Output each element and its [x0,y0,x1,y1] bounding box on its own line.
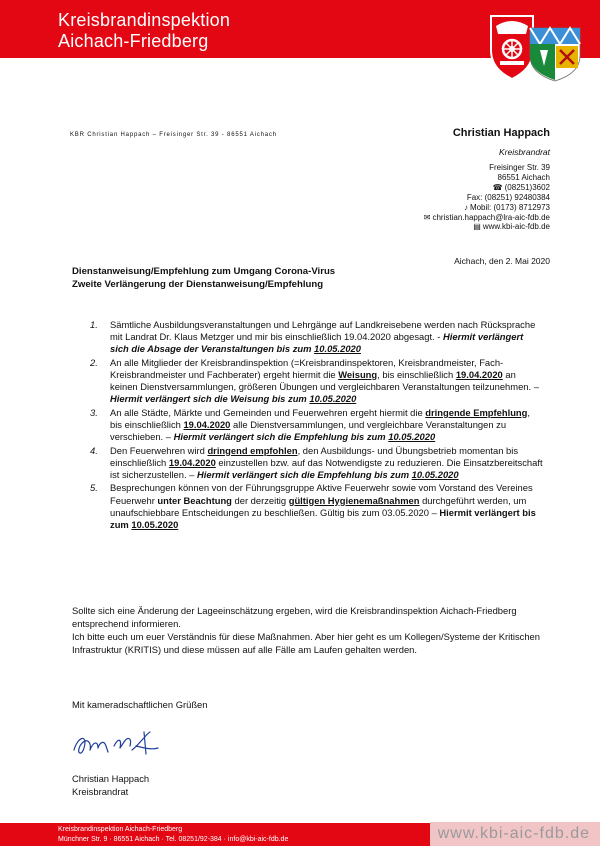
sender-name: Christian Happach [452,127,550,139]
mobile-icon: ♪ [463,202,468,212]
sender-role: Kreisbrandrat [498,147,550,157]
letterhead-subtitle: Aichach-Friedberg [58,31,209,51]
phone-icon: ☎ [492,182,503,192]
contact-phone: (08251)3602 [504,182,550,192]
signature-image [70,728,160,758]
list-item: 1. Sämtliche Ausbildungsveranstaltungen und Lehrgänge auf Landkreisebene werden nach Rücksprache mit Landrat Dr. Klaus Metzger und mir bis einschließlich 19.04.2020 abgesagt. - Hiermit verlängert sich die Absage der Veranstaltungen bis zum 10.05.2020 [90,319,536,355]
footer-address: Münchner Str. 9 · 86551 Aichach · Tel. 08251/92-384 · info@kbi-aic-fdb.de [58,836,289,843]
contact-web-row [424,222,550,232]
fire-brigade-crest-icon [491,16,533,79]
footer-website-box [430,822,600,846]
list-item: 3. An alle Städte, Märkte und Gemeinden und Feuerwehren ergeht hiermit die dringende Empfehlung, bis einschließlich 19.04.2020 alle Dienstversammlungen, und vergleichbare Veranstaltungen zu verschieben. – Hiermit verlängert sich die Empfehlung bis zum 10.05.2020 [90,406,530,443]
contact-block [424,163,550,232]
footer-organisation: Kreisbrandinspektion Aichach-Friedberg [58,826,183,833]
contact-city: 86551 Aichach [497,172,550,182]
footer-website[interactable]: www.kbi-aic-fdb.de [437,825,590,842]
measures-list [72,319,544,532]
district-crest-icon [530,28,580,81]
contact-street: Freisinger Str. 39 [489,163,550,172]
letter-subject [72,266,335,291]
contact-email[interactable]: christian.happach@lra-aic-fdb.de [432,212,550,222]
subject-line-1: Dienstanweisung/Empfehlung zum Umgang Corona-Virus [72,266,336,277]
printer-icon: ▤ [473,222,481,232]
letter-date: Aichach, den 2. Mai 2020 [454,256,550,266]
contact-email-row [424,213,550,223]
closing-greeting: Mit kameradschaftlichen Grüßen [72,699,208,710]
envelope-icon: ✉ [423,212,431,222]
list-item: 4. Den Feuerwehren wird dringend empfohlen, den Ausbildungs- und Übungsbetrieb momentan bis einschließlich 19.04.2020 einzustellen bzw. auf das Notwendigste zu reduzieren. Die Einsatzbereitschaft ist sicherzustellen. – Hiermit verlängert sich die Empfehlung bis zum 10.05.2020 [90,444,543,480]
sender-return-address: KBR Christian Happach – Freisinger Str. 39 - 86551 Aichach [70,132,277,138]
contact-mobile: Mobil: (0173) 8712973 [469,202,550,212]
contact-phone-row [424,183,550,193]
signatory-role: Kreisbrandrat [72,786,129,797]
contact-mobile-row [424,203,550,213]
list-item: 2. An alle Mitglieder der Kreisbrandinspektion (=Kreisbrandinspektoren, Kreisbrandmeister, Fach-Kreisbrandmeister und Fachberater) ergeht hiermit die Weisung, bis einschließlich 19.04.2020 an keinen Dienstversammlungen, größeren Übungen und vergleichbaren Veranstaltungen teilzunehmen. – Hiermit verlängert sich die Weisung bis zum 10.05.2020 [90,356,539,405]
subject-line-2: Zweite Verlängerung der Dienstanweisung/Empfehlung [72,278,324,290]
list-item: 5. Besprechungen können von der Führungsgruppe Aktive Feuerwehr sowie vom Vorstand des Vereines Feuerwehr unter Beachtung der derzeitig gültigen Hygienemaßnahmen durchgeführt werden, um unaufschiebbare Entscheidungen zu beschließen. Gültig bis zum 03.05.2020 – Hiermit verlängert bis zum 10.05.2020 [90,482,536,530]
coat-of-arms-logo [488,6,584,82]
closing-paragraph-1: Sollte sich eine Änderung der Lageeinschätzung ergeben, wird die Kreisbrandinspektion Aichach-Friedberg entsprechend informieren. [72,605,517,629]
letterhead-title: Kreisbrandinspektion [58,10,231,30]
closing-paragraph-2: Ich bitte euch um euer Verständnis für diese Maßnahmen. Aber hier geht es um Kollegen/Systeme der Kritischen Infrastruktur (KRITIS) und diese müssen auf alle Fälle am Laufen gehalten werden. [72,631,540,655]
signatory-name: Christian Happach [72,773,150,784]
contact-fax: Fax: (08251) 92480384 [466,192,550,202]
contact-web[interactable]: www.kbi-aic-fdb.de [482,222,550,232]
